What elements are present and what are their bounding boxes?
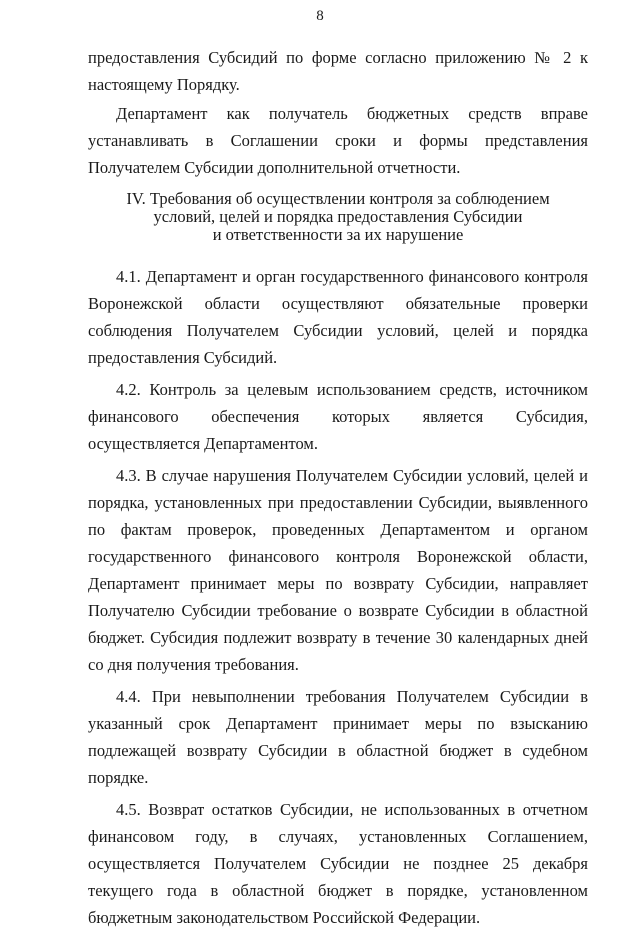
- paragraph-continuation: предоставления Субсидий по форме согласно приложению № 2 к настоящему Порядку.: [88, 48, 588, 94]
- item-4-2: 4.2. Контроль за целевым использованием средств, источником финансового обеспечения которых является Субсидия, осуществляется Департаментом.: [88, 380, 588, 453]
- section-items: [88, 263, 588, 931]
- page-number: 8: [316, 8, 324, 24]
- section-heading-line-2: условий, целей и порядка предоставления Субсидии: [153, 207, 523, 226]
- section-heading: [88, 190, 588, 244]
- item-4-5: 4.5. Возврат остатков Субсидии, не использованных в отчетном финансовом году, в случаях, установленных Соглашением, осуществляется Получателем Субсидии не позднее 25 декабря текущего года в областной бюджет в порядке, установленном бюджетным законодательством Российской Федерации.: [88, 800, 588, 927]
- item-4-1: 4.1. Департамент и орган государственного финансового контроля Воронежской области осуществляют обязательные проверки соблюдения Получателем Субсидии условий, целей и порядка предоставления Субсидий.: [88, 267, 588, 367]
- top-paragraphs: [88, 44, 588, 181]
- section-heading-line-1: IV. Требования об осуществлении контроля за соблюдением: [126, 189, 550, 208]
- paragraph-reporting: Департамент как получатель бюджетных средств вправе устанавливать в Соглашении сроки и формы представления Получателем Субсидии дополнительной отчетности.: [88, 104, 588, 177]
- section-heading-line-3: и ответственности за их нарушение: [212, 225, 464, 244]
- item-4-4: 4.4. При невыполнении требования Получателем Субсидии в указанный срок Департамент принимает меры по взысканию подлежащей возврату Субсидии в областной бюджет в судебном порядке.: [88, 687, 588, 787]
- item-4-3: 4.3. В случае нарушения Получателем Субсидии условий, целей и порядка, установленных при предоставлении Субсидии, выявленного по фактам проверок, проведенных Департаментом и органом государственного финансового контроля Воронежской области, Департамент принимает меры по возврату Субсидии, направляет Получателю Субсидии требование о возврате Субсидии в областной бюджет. Субсидия подлежит возврату в течение 30 календарных дней со дня получения требования.: [88, 466, 588, 674]
